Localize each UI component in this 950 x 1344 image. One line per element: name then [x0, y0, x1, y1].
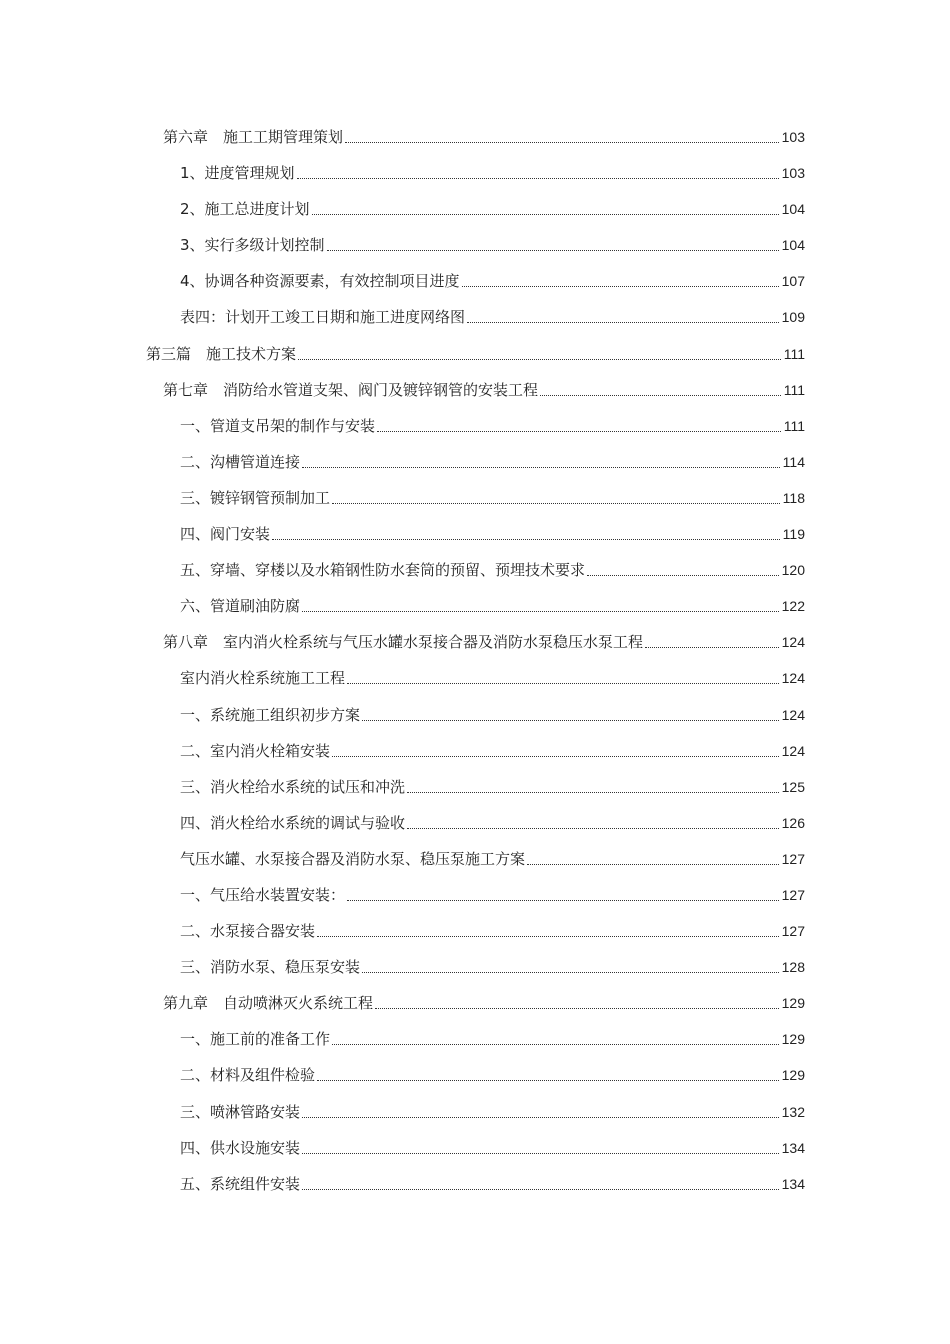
toc-entry[interactable] — [0, 264, 950, 300]
toc-entry-line — [163, 631, 805, 653]
toc-page-number: 129 — [781, 995, 805, 1012]
toc-page-number: 104 — [781, 201, 805, 218]
toc-page-number: 129 — [781, 1067, 805, 1084]
toc-entry-title: 五、穿墙、穿楼以及水箱钢性防水套筒的预留、预埋技术要求 — [180, 561, 586, 580]
toc-entry-line — [180, 884, 805, 906]
toc-entry-title: 四、消火栓给水系统的调试与验收 — [180, 813, 406, 832]
toc-entry[interactable] — [0, 192, 950, 228]
toc-entry-title: 一、气压给水装置安装： — [180, 885, 346, 904]
toc-page-number: 107 — [781, 273, 805, 290]
toc-entry[interactable] — [0, 1131, 950, 1167]
toc-page-number: 124 — [781, 742, 805, 759]
toc-dot-leader — [362, 971, 779, 973]
toc-dot-leader — [377, 430, 781, 432]
toc-page-number: 111 — [783, 381, 805, 398]
toc-entry-title: 四、供水设施安装 — [180, 1138, 301, 1157]
toc-entry[interactable] — [0, 517, 950, 553]
toc-entry-title: 表四：计划开工竣工日期和施工进度网络图 — [180, 308, 466, 327]
toc-dot-leader — [540, 394, 781, 396]
toc-entry-line — [180, 270, 805, 292]
toc-entry-title: 第三篇 施工技术方案 — [146, 344, 297, 363]
toc-entry-title: 一、系统施工组织初步方案 — [180, 705, 361, 724]
toc-entry-line — [180, 740, 805, 762]
toc-entry-line — [180, 812, 805, 834]
toc-dot-leader — [317, 1079, 779, 1081]
toc-entry-line — [180, 487, 805, 509]
toc-dot-leader — [332, 502, 780, 504]
toc-page-number: 122 — [781, 598, 805, 615]
toc-page-number: 120 — [781, 562, 805, 579]
toc-entry[interactable] — [0, 300, 950, 336]
toc-entry-title: 三、消火栓给水系统的试压和冲洗 — [180, 777, 406, 796]
toc-dot-leader — [302, 1152, 779, 1154]
toc-dot-leader — [375, 1007, 779, 1009]
toc-dot-leader — [527, 863, 779, 865]
toc-dot-leader — [332, 755, 779, 757]
toc-page-number: 111 — [783, 417, 805, 434]
toc-entry[interactable] — [0, 120, 950, 156]
toc-entry[interactable] — [0, 950, 950, 986]
toc-page-number: 124 — [781, 670, 805, 687]
toc-entry-line — [180, 198, 805, 220]
toc-entry[interactable] — [0, 1167, 950, 1203]
toc-entry-line — [180, 1028, 805, 1050]
toc-dot-leader — [317, 935, 779, 937]
toc-entry[interactable] — [0, 734, 950, 770]
toc-entry-line — [180, 162, 805, 184]
toc-dot-leader — [347, 682, 779, 684]
toc-dot-leader — [462, 285, 779, 287]
toc-dot-leader — [302, 1116, 779, 1118]
toc-dot-leader — [345, 141, 779, 143]
toc-entry[interactable] — [0, 373, 950, 409]
toc-entry-line — [180, 704, 805, 726]
toc-page-number: 127 — [781, 886, 805, 903]
toc-entry-line — [180, 848, 805, 870]
toc-entry[interactable] — [0, 770, 950, 806]
toc-entry-title: 3、实行多级计划控制 — [180, 236, 325, 255]
toc-page-number: 118 — [782, 489, 805, 506]
toc-entry-line — [180, 1101, 805, 1123]
toc-entry-line — [180, 559, 805, 581]
toc-entry[interactable] — [0, 589, 950, 625]
toc-entry[interactable] — [0, 842, 950, 878]
toc-page-number: 111 — [783, 345, 805, 362]
toc-entry-title: 三、消防水泵、稳压泵安装 — [180, 958, 361, 977]
toc-page-number: 128 — [781, 959, 805, 976]
toc-entry[interactable] — [0, 337, 950, 373]
toc-entry-title: 室内消火栓系统施工工程 — [180, 669, 346, 688]
toc-entry[interactable] — [0, 1022, 950, 1058]
toc-entry-title: 四、阀门安装 — [180, 525, 271, 544]
toc-dot-leader — [467, 321, 779, 323]
toc-page-number: 114 — [782, 453, 805, 470]
toc-entry-line — [180, 415, 805, 437]
toc-dot-leader — [298, 358, 781, 360]
toc-page-number: 127 — [781, 923, 805, 940]
toc-entry-line — [180, 776, 805, 798]
toc-entry-title: 三、喷淋管路安装 — [180, 1102, 301, 1121]
toc-dot-leader — [347, 899, 779, 901]
toc-entry-title: 一、管道支吊架的制作与安装 — [180, 416, 376, 435]
toc-entry-title: 4、协调各种资源要素，有效控制项目进度 — [180, 272, 460, 291]
toc-entry[interactable] — [0, 914, 950, 950]
toc-entry-line — [180, 595, 805, 617]
toc-page-number: 134 — [781, 1175, 805, 1192]
toc-page-number: 103 — [781, 129, 805, 145]
toc-entry[interactable] — [0, 986, 950, 1022]
toc-entry-line — [180, 523, 805, 545]
toc-entry[interactable] — [0, 228, 950, 264]
toc-entry-line — [180, 234, 805, 256]
toc-entry-title: 第六章 施工工期管理策划 — [163, 128, 344, 146]
toc-entry[interactable] — [0, 156, 950, 192]
toc-dot-leader — [272, 538, 780, 540]
toc-entry-line — [163, 126, 805, 148]
toc-entry[interactable] — [0, 445, 950, 481]
toc-dot-leader — [407, 791, 779, 793]
toc-page-number: 126 — [781, 814, 805, 831]
toc-page-number: 134 — [781, 1139, 805, 1156]
toc-dot-leader — [302, 466, 780, 468]
toc-entry-line — [180, 1064, 805, 1086]
toc-page-number: 124 — [781, 634, 805, 651]
toc-page-number: 127 — [781, 850, 805, 867]
toc-dot-leader — [362, 719, 779, 721]
toc-entry[interactable] — [0, 878, 950, 914]
toc-entry-title: 一、施工前的准备工作 — [180, 1030, 331, 1049]
toc-page-number: 124 — [781, 706, 805, 723]
toc-page-number: 132 — [781, 1103, 805, 1120]
toc-entry-title: 二、材料及组件检验 — [180, 1066, 316, 1085]
toc-entry-line — [146, 343, 805, 365]
toc-dot-leader — [312, 213, 779, 215]
toc-entry-title: 五、系统组件安装 — [180, 1174, 301, 1193]
toc-entry[interactable] — [0, 409, 950, 445]
toc-entry-title: 二、室内消火栓箱安装 — [180, 741, 331, 760]
toc-dot-leader — [332, 1043, 779, 1045]
toc-page-number: 125 — [781, 778, 805, 795]
toc-entry-line — [180, 1173, 805, 1195]
toc-entry-title: 三、镀锌钢管预制加工 — [180, 488, 331, 507]
toc-page-number: 104 — [781, 237, 805, 254]
toc-page-number: 119 — [782, 526, 805, 543]
toc-entry-line — [180, 920, 805, 942]
toc-entry-title: 1、进度管理规划 — [180, 164, 295, 183]
toc-entry[interactable] — [0, 1095, 950, 1131]
toc-dot-leader — [407, 827, 779, 829]
toc-dot-leader — [327, 249, 779, 251]
toc-entry[interactable] — [0, 481, 950, 517]
toc-entry-line — [180, 306, 805, 328]
toc-entry-title: 六、管道刷油防腐 — [180, 597, 301, 616]
toc-entry[interactable] — [0, 553, 950, 589]
toc-entry-title: 二、沟槽管道连接 — [180, 452, 301, 471]
toc-page-number: 103 — [781, 165, 805, 182]
toc-entry-line — [180, 956, 805, 978]
toc-entry[interactable] — [0, 806, 950, 842]
table-of-contents — [0, 120, 950, 1203]
toc-entry-title: 2、施工总进度计划 — [180, 200, 310, 219]
toc-dot-leader — [302, 1188, 779, 1190]
toc-page-number: 129 — [781, 1031, 805, 1048]
toc-entry-title: 第七章 消防给水管道支架、阀门及镀锌钢管的安装工程 — [163, 380, 539, 399]
toc-entry-line — [180, 667, 805, 689]
toc-entry[interactable] — [0, 661, 950, 697]
toc-entry-title: 气压水罐、水泵接合器及消防水泵、稳压泵施工方案 — [180, 849, 526, 868]
toc-entry-line — [180, 1137, 805, 1159]
toc-dot-leader — [302, 610, 779, 612]
toc-dot-leader — [297, 177, 779, 179]
toc-entry-title: 二、水泵接合器安装 — [180, 922, 316, 941]
toc-entry[interactable] — [0, 625, 950, 661]
toc-dot-leader — [645, 646, 779, 648]
toc-entry-title: 第九章 自动喷淋灭火系统工程 — [163, 994, 374, 1013]
toc-entry-line — [180, 451, 805, 473]
toc-entry[interactable] — [0, 1058, 950, 1094]
toc-page-number: 109 — [781, 309, 805, 326]
toc-dot-leader — [587, 574, 779, 576]
toc-entry-title: 第八章 室内消火栓系统与气压水罐水泵接合器及消防水泵稳压水泵工程 — [163, 633, 644, 652]
toc-entry-line — [163, 992, 805, 1014]
toc-entry[interactable] — [0, 698, 950, 734]
toc-entry-line — [163, 379, 805, 401]
